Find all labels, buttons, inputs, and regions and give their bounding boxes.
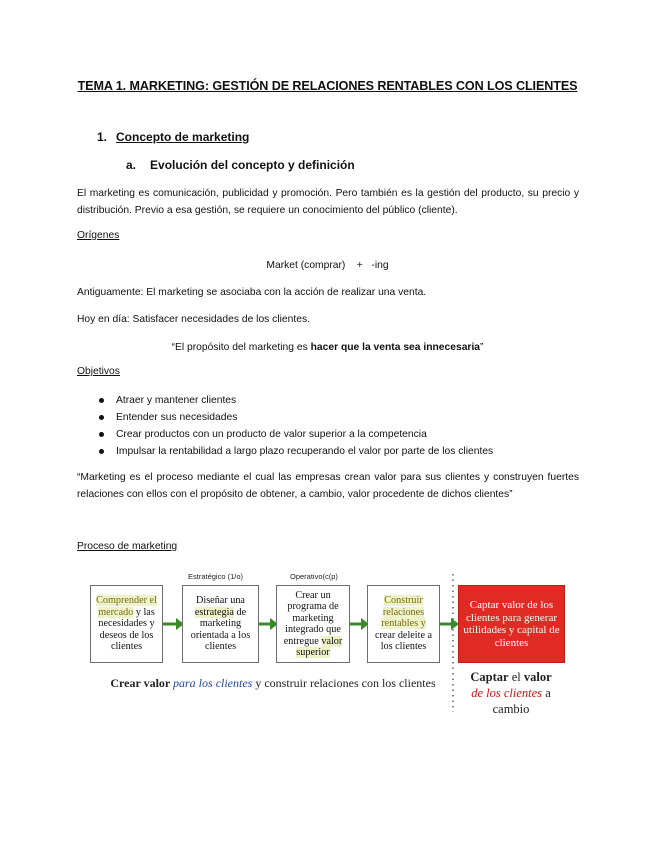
- list-item: Atraer y mantener clientes: [99, 392, 493, 409]
- arrow-1: [163, 618, 184, 630]
- arrow-4: [440, 618, 459, 630]
- process-heading: Proceso de marketing: [77, 541, 178, 552]
- process-box-design: Diseñar una estrategia de marketing orientada a los clientes: [182, 585, 259, 663]
- quote-end: ”: [480, 342, 484, 353]
- label-operative: Operativo(c(p): [290, 572, 338, 581]
- section-number: 1.: [97, 130, 108, 144]
- subsection-letter: a.: [126, 158, 137, 172]
- caption-create-value: Crear valor para los clientes y construir relaciones con los clientes: [110, 676, 436, 690]
- objectives-heading: Objetivos: [77, 366, 120, 377]
- quote-bold: hacer que la venta sea innecesaria: [310, 342, 481, 353]
- caption-capture-value: Captar el valor de los clientes a cambio: [470, 670, 552, 716]
- antiguamente-text: Antiguamente: El marketing se asociaba con la acción de realizar una venta.: [77, 287, 427, 298]
- page-title: TEMA 1. MARKETING: GESTIÓN DE RELACIONES RENTABLES CON LOS CLIENTES: [77, 79, 578, 93]
- intro-paragraph: El marketing es comunicación, publicidad y promoción. Pero también es la gestión del producto, su precio y distribución. Previo a esa gestión, se requiere un conocimiento del público (cliente).: [77, 188, 579, 216]
- section-label: Concepto de marketing: [116, 130, 250, 144]
- origins-heading: Orígenes: [77, 230, 120, 241]
- quote-start: “El propósito del marketing es: [171, 342, 311, 353]
- list-item: Entender sus necesidades: [99, 409, 493, 426]
- hoy-text: Hoy en día: Satisfacer necesidades de los clientes.: [77, 314, 310, 325]
- process-box-understand: Comprender el mercado y las necesidades y deseos de los clientes: [90, 585, 163, 663]
- subsection-label: Evolución del concepto y definición: [150, 158, 355, 172]
- process-box-create: Crear un programa de marketing integrado que entregue valor superior: [276, 585, 350, 663]
- process-box-build: Construir relaciones rentables y crear deleite a los clientes: [367, 585, 440, 663]
- list-item: Crear productos con un producto de valor superior a la competencia: [99, 426, 493, 443]
- label-strategic: Estratégico (1/o): [188, 572, 244, 581]
- definition-quote: “Marketing es el proceso mediante el cual las empresas crean valor para sus clientes y construyen fuertes relaciones con ellos con el propósito de obtener, a cambio, valor procedente de dichos clientes”: [77, 472, 579, 500]
- process-box-capture: Captar valor de los clientes para generar utilidades y capital de clientes: [458, 585, 565, 663]
- origins-formula: Market (comprar) + -ing: [266, 260, 389, 271]
- list-item: Impulsar la rentabilidad a largo plazo recuperando el valor por parte de los clientes: [99, 443, 493, 460]
